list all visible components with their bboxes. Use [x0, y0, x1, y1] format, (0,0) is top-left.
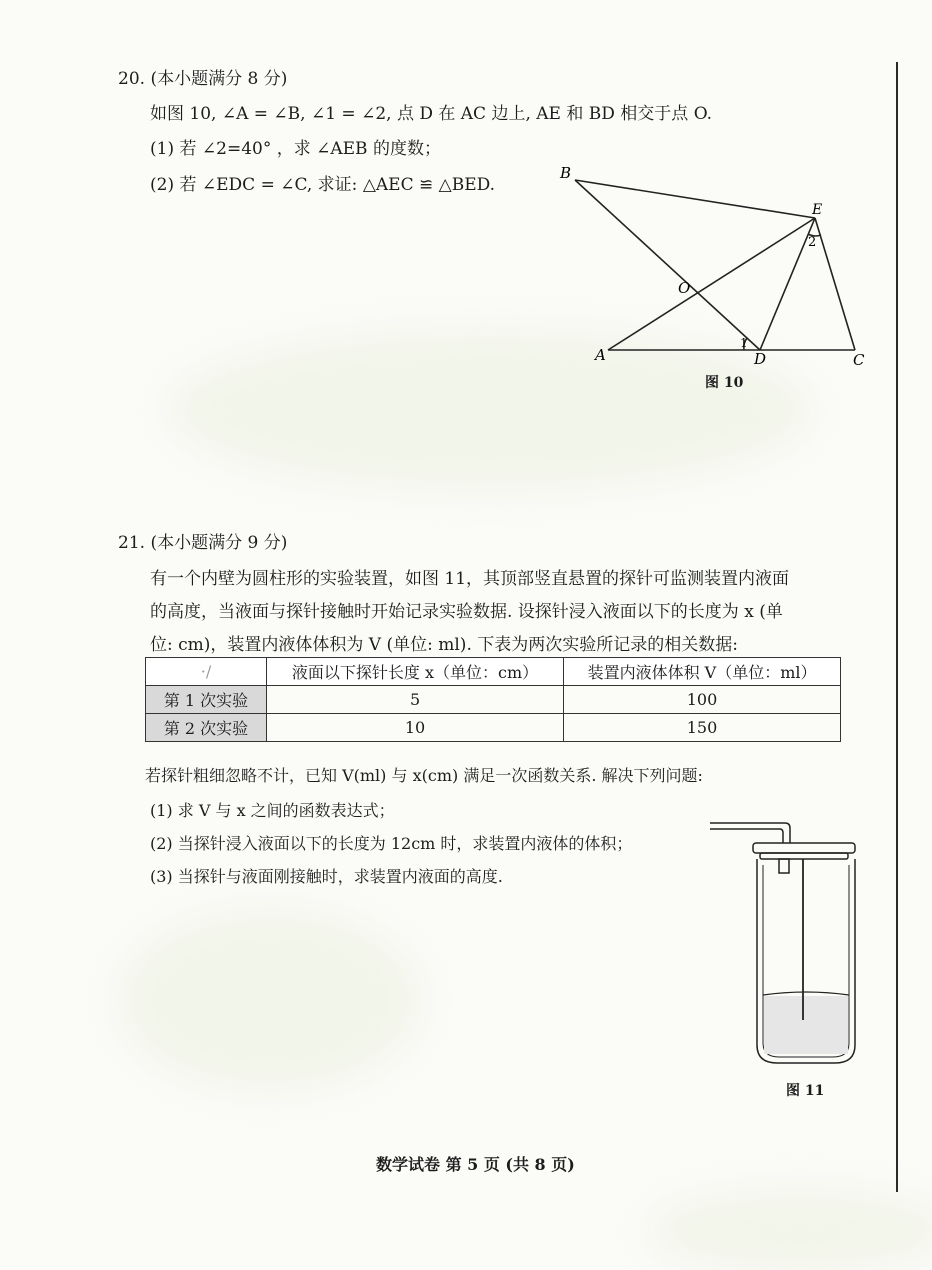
table-row-label: 第 1 次实验 — [146, 686, 267, 714]
table-col-x-header: 液面以下探针长度 x（单位：cm） — [267, 658, 564, 686]
liquid-fill — [764, 996, 848, 1054]
lid-rim — [760, 853, 848, 859]
figure-10 — [540, 160, 890, 400]
q21-stem-line2: 的高度，当液面与探针接触时开始记录实验数据. 设探针浸入液面以下的长度为 x (单 — [150, 602, 783, 622]
table-row — [146, 714, 841, 742]
q20-stem: 如图 10, ∠A = ∠B, ∠1 = ∠2, 点 D 在 AC 边上, AE 和 BD 相交于点 O. — [150, 104, 713, 124]
q20-part2: (2) 若 ∠EDC = ∠C, 求证: △AEC ≌ △BED. — [150, 175, 496, 195]
pipe-top — [710, 823, 790, 843]
probe-clamp — [779, 859, 789, 873]
label-angle-1: 1 — [740, 336, 748, 350]
margin-rule — [896, 62, 898, 1192]
q21-part1: (1) 求 V 与 x 之间的函数表达式； — [150, 801, 395, 820]
label-O: O — [678, 279, 691, 297]
q21-part3: (3) 当探针与液面刚接触时，求装置内液面的高度. — [150, 867, 503, 886]
q20-header: 20. (本小题满分 8 分) — [118, 69, 288, 89]
pipe-inner — [710, 829, 783, 843]
label-B: B — [560, 164, 572, 182]
table-col-v-header: 装置内液体体积 V（单位：ml） — [564, 658, 841, 686]
figure-10-caption: 图 10 — [705, 375, 744, 391]
q21-header: 21. (本小题满分 9 分) — [118, 533, 288, 553]
table-cell-v: 100 — [564, 686, 841, 714]
label-C: C — [853, 351, 865, 369]
segment-EC — [815, 218, 855, 350]
label-D: D — [754, 350, 767, 368]
lid — [753, 843, 855, 853]
figure-11-caption: 图 11 — [786, 1083, 825, 1099]
q21-stem-line1: 有一个内壁为圆柱形的实验装置，如图 11，其顶部竖直悬置的探针可监测装置内液面 — [150, 569, 790, 589]
q21-condition: 若探针粗细忽略不计，已知 V(ml) 与 x(cm) 满足一次函数关系. 解决下列问题: — [145, 766, 703, 785]
q21-stem-line3: 位: cm)，装置内液体体积为 V (单位: ml). 下表为两次实验所记录的相关数据: — [150, 635, 738, 655]
label-E: E — [812, 202, 823, 218]
table-cell-x: 10 — [267, 714, 564, 742]
table-cell-v: 150 — [564, 714, 841, 742]
segment-DE — [760, 218, 815, 350]
figure-11 — [705, 815, 875, 1075]
experiment-table — [145, 657, 841, 742]
table-row-label: 第 2 次实验 — [146, 714, 267, 742]
label-A: A — [595, 346, 606, 364]
q21-part2: (2) 当探针浸入液面以下的长度为 12cm 时，求装置内液体的体积； — [150, 834, 633, 853]
table-corner: ·/ — [146, 658, 267, 686]
table-header-row — [146, 658, 841, 686]
page-footer: 数学试卷 第 5 页 (共 8 页) — [376, 1155, 575, 1174]
q20-part1: (1) 若 ∠2=40° ，求 ∠AEB 的度数； — [150, 139, 441, 159]
table-cell-x: 5 — [267, 686, 564, 714]
liquid-surface — [763, 992, 849, 995]
table-row — [146, 686, 841, 714]
label-angle-2: 2 — [808, 235, 817, 250]
